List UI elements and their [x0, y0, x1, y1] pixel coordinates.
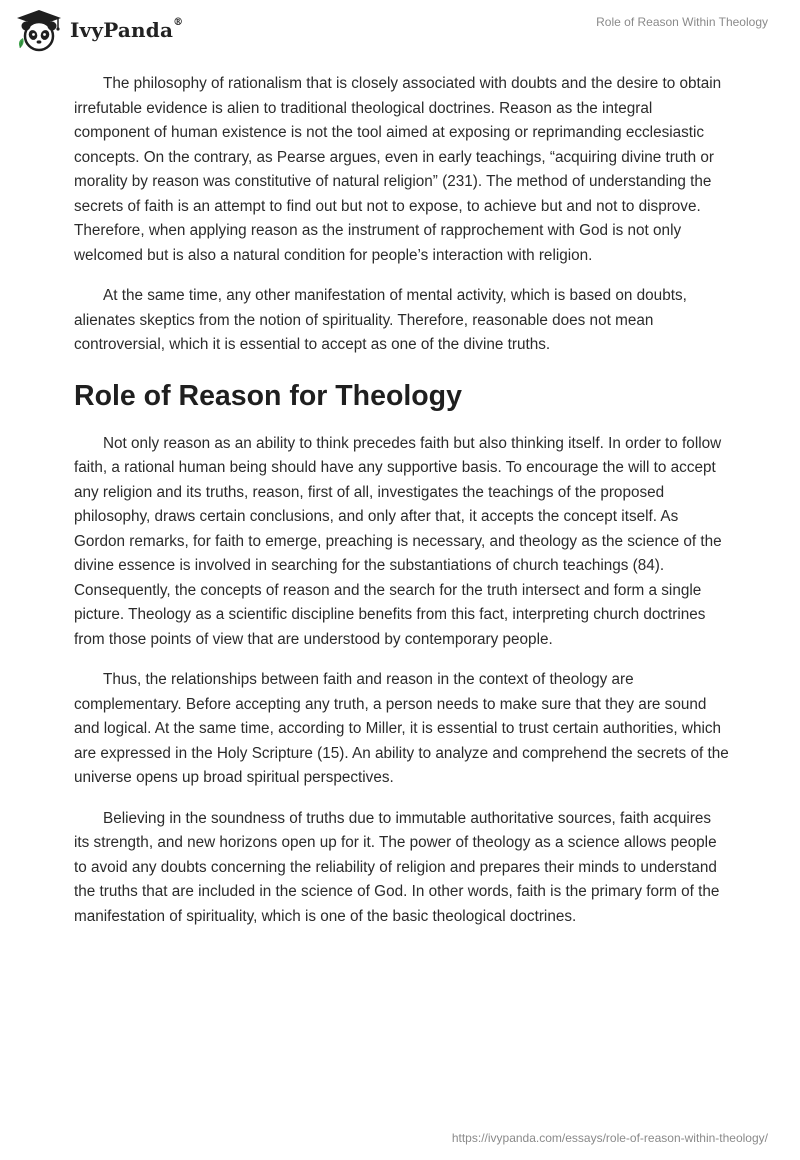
paragraph: The philosophy of rationalism that is closely associated with doubts and the desire to obtain irrefutable evidence is alien to traditional theological doctrines. Reason as the integral component of human existence is not the tool aimed at exposing or reprimanding ecclesiastic concepts. On the contrary, as Pearse argues, even in early teachings, “acquiring divine truth or morality by reason was constitutive of natural religion” (231). The method of understanding the secrets of faith is an attempt to find out but not to expose, to achieve but and not to disprove. Therefore, when applying reason as the instrument of rapprochement with God is not only welcomed but is also a natural condition for people’s interaction with religion.: [74, 75, 722, 264]
page-header: [0, 0, 800, 60]
source-url[interactable]: https://ivypanda.com/essays/role-of-reason-within-theology/: [451, 1131, 768, 1145]
document-title: Role of Reason Within Theology: [596, 15, 768, 29]
paragraph: Not only reason as an ability to think precedes faith but also thinking itself. In order to follow faith, a rational human being should have any supportive basis. To encourage the will to accept any religion and its truths, reason, first of all, investigates the teachings of the proposed philosophy, draws certain conclusions, and only after that, it accepts the concept itself. As Gordon remarks, for faith to emerge, preaching is necessary, and theology as the science of the divine essence is involved in searching for the substantiations of church teachings (84). Consequently, the concepts of reason and the search for the truth intersect and form a single picture. Theology as a scientific discipline benefits from this fact, interpreting church doctrines from those points of view that are understood by contemporary people.: [74, 434, 722, 648]
section-heading: Role of Reason for Theology: [74, 379, 462, 412]
panda-graduate-icon: [14, 8, 64, 52]
logo-wordmark: IvyPanda®: [70, 17, 184, 42]
paragraph: At the same time, any other manifestation of mental activity, which is based on doubts, alienates skeptics from the notion of spirituality. Therefore, reasonable does not mean controversial, which it is essential to accept as one of the divine truths.: [74, 287, 687, 353]
paragraph: Believing in the soundness of truths due to immutable authoritative sources, faith acquires its strength, and new horizons open up for it. The power of theology as a science allows people to avoid any doubts concerning the reliability of religion and prepares their minds to understand the truths that are included in the science of God. In other words, faith is the primary form of the manifestation of spirituality, which is one of the basic theological doctrines.: [74, 809, 720, 925]
essay-content: [74, 72, 730, 945]
ivypanda-logo[interactable]: [14, 8, 183, 52]
paragraph: Thus, the relationships between faith and reason in the context of theology are complementary. Before accepting any truth, a person needs to make sure that they are sound and logical. At the same time, according to Miller, it is essential to trust certain authorities, which are expressed in the Holy Scripture (15). An ability to analyze and comprehend the secrets of the universe opens up broad spiritual perspectives.: [74, 671, 729, 786]
